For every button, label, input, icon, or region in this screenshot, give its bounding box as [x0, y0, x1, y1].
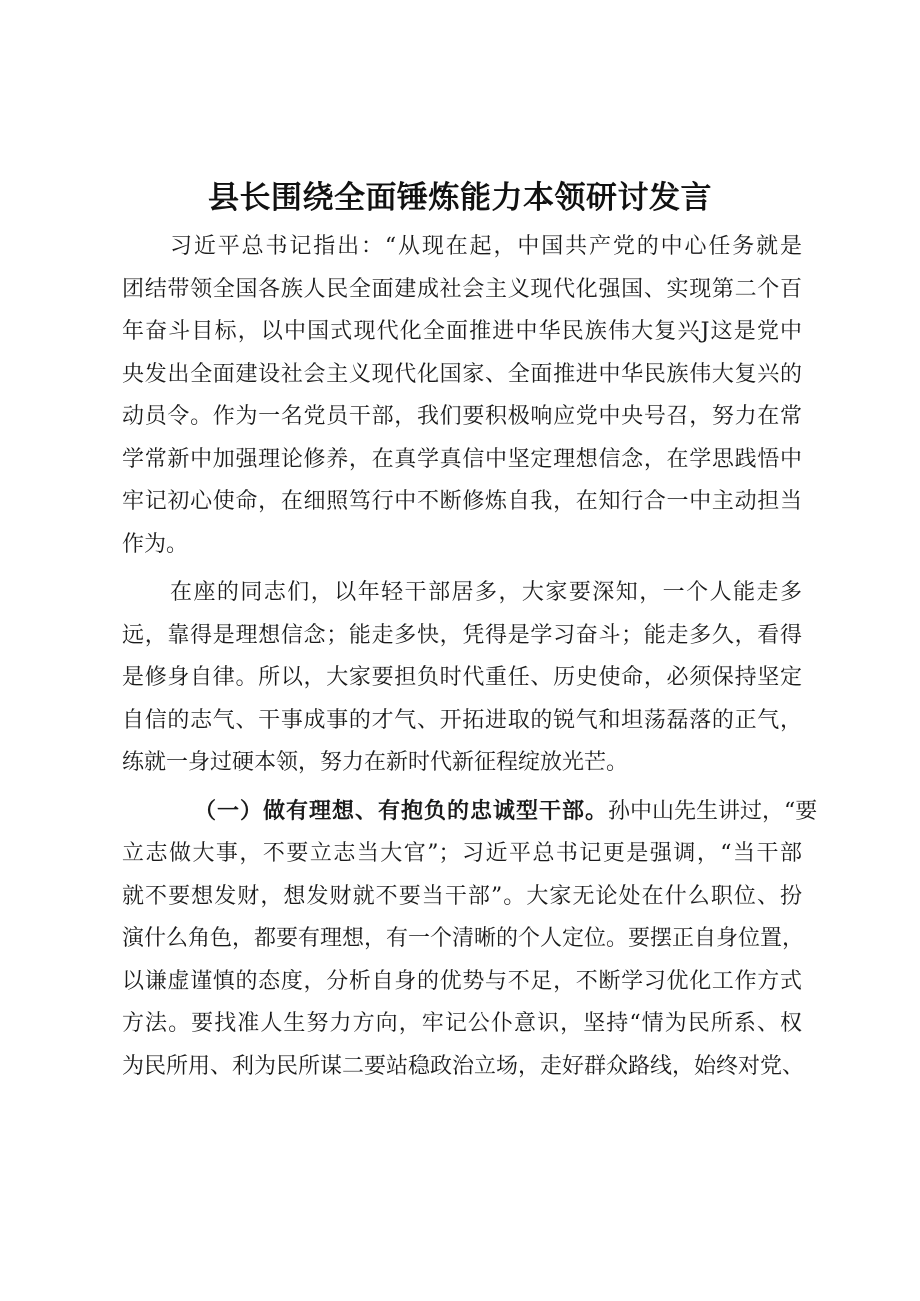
paragraph-line: 以谦虚谨慎的态度，分析自身的优势与不足，不断学习优化工作方式 — [122, 968, 802, 994]
paragraph-first-line — [122, 791, 818, 834]
paragraph-line: 团结带领全国各族人民全面建成社会主义现代化强国、实现第二个百 — [122, 276, 802, 302]
paragraph-line: 自信的志气、干事成事的才气、开拓进取的锐气和坦荡磊落的正气， — [122, 707, 802, 733]
paragraph-line: 演什么角色，都要有理想，有一个清晰的个人定位。要摆正自身位置， — [122, 926, 805, 951]
document-body — [122, 226, 818, 1088]
paragraph-line: 牢记初心使命，在细照笃行中不断修炼自我，在知行合一中主动担当 — [122, 489, 802, 514]
paragraph-line: 是修身自律。所以，大家要担负时代重任、历史使命，必须保持坚定 — [122, 665, 802, 690]
paragraph-line: 学常新中加强理论修养，在真学真信中坚定理想信念，在学思践悟中 — [122, 446, 802, 472]
document-title: 县长围绕全面锤炼能力本领研讨发言 — [208, 180, 712, 216]
paragraph-line: 央发出全面建设社会主义现代化国家、全面推进中华民族伟大复兴的 — [122, 361, 802, 387]
paragraph-line: 立志做大事，不要立志当大官”；习近平总书记更是强调，“当干部 — [122, 841, 802, 866]
paragraph-text: 孙中山先生讲过，“要 — [608, 798, 818, 824]
paragraph-line: 就不要想发财，想发财就不要当干部”。大家无论处在什么职位、扮 — [122, 883, 802, 909]
paragraph-2 — [122, 572, 802, 785]
paragraph-line: 方法。要找准人生努力方向，牢记公仆意识，坚持“情为民所系、权 — [122, 1011, 802, 1036]
paragraph-line: 年奋斗目标，以中国式现代化全面推进中华民族伟大复兴J这是党中 — [122, 319, 802, 344]
paragraph-line: 为民所用、利为民所谋二要站稳政治立场，走好群众路线，始终对党、 — [122, 1053, 805, 1079]
paragraph-line: 远，靠得是理想信念；能走多快，凭得是学习奋斗；能走多久，看得 — [122, 622, 802, 648]
paragraph-3 — [122, 791, 818, 1089]
paragraph-line: 作为。 — [122, 531, 189, 557]
paragraph-line: 动员令。作为一名党员干部，我们要积极响应党中央号召，努力在常 — [122, 404, 802, 429]
section-heading: （一）做有理想、有抱负的忠诚型干部。 — [194, 798, 609, 824]
paragraph-line: 习近平总书记指出：“从现在起，中国共产党的中心任务就是 — [170, 234, 802, 259]
paragraph-line: 练就一身过硬本领，努力在新时代新征程绽放光芒。 — [122, 750, 629, 775]
paragraph-line: 在座的同志们，以年轻干部居多，大家要深知，一个人能走多 — [170, 580, 802, 605]
paragraph-1 — [122, 226, 802, 566]
